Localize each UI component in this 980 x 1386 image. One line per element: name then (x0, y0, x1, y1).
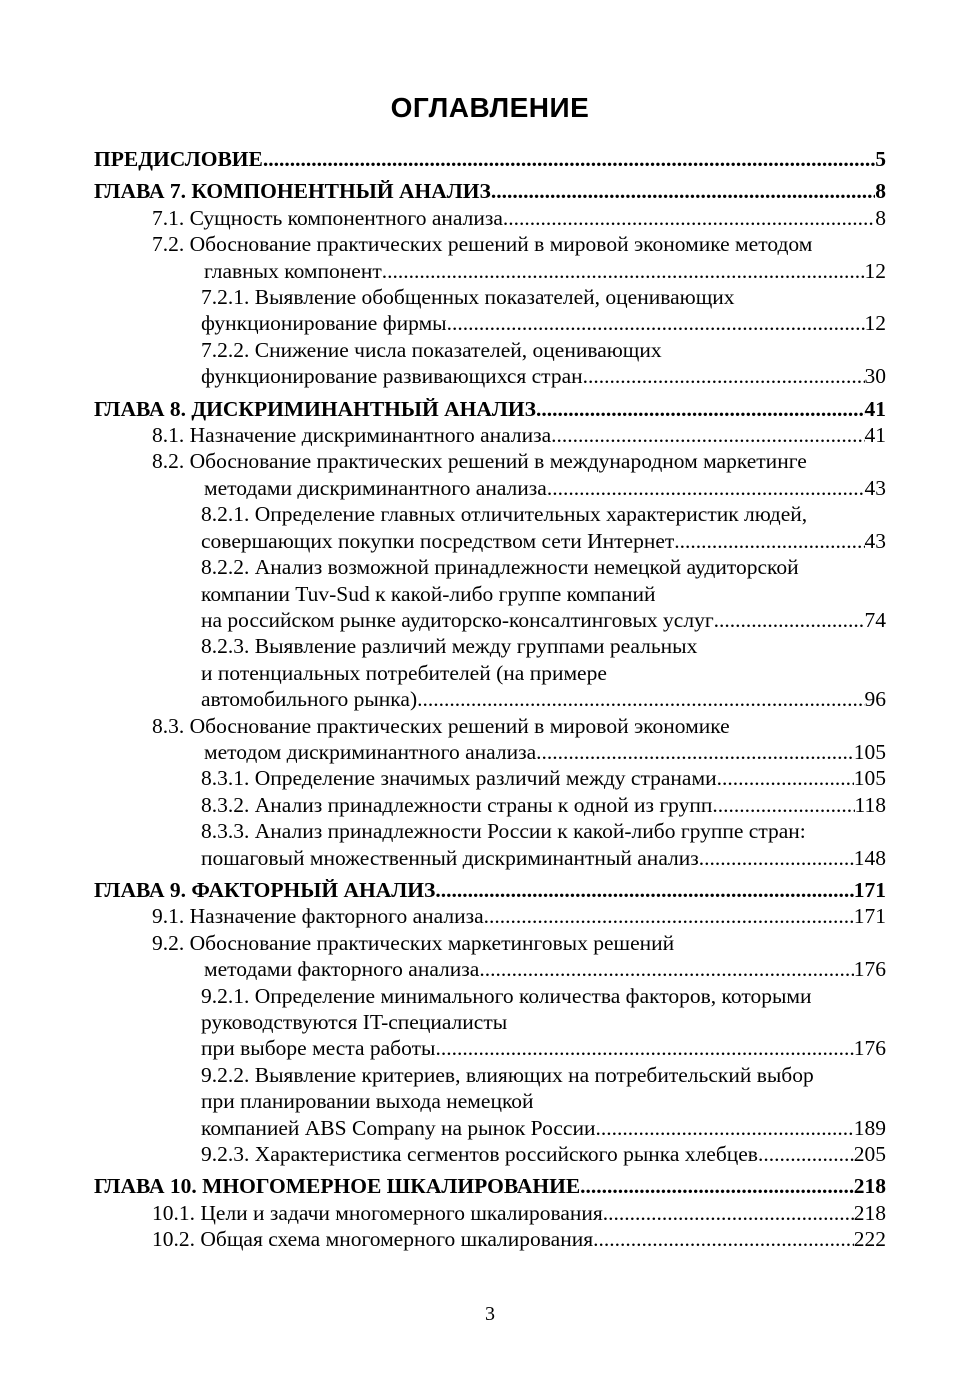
toc-entry-label: 9.2.2. Выявление критериев, влияющих на потребительский выбор (201, 1062, 814, 1087)
dot-leader (484, 903, 854, 929)
toc-entry-page: 105 (853, 739, 886, 764)
toc-entry-label: 8.2.2. Анализ возможной принадлежности немецкой аудиторской (201, 555, 799, 580)
dot-leader (758, 1141, 854, 1167)
toc-entry-page: 30 (864, 364, 886, 389)
toc-section-9-1[interactable] (152, 903, 886, 929)
toc-section-8-3[interactable] (94, 713, 886, 766)
toc-section-7-1[interactable] (152, 205, 886, 231)
dot-leader (479, 956, 853, 982)
toc-entry-label-cont: компанией ABS Company на рынок России (201, 1115, 596, 1140)
dot-leader (712, 792, 854, 818)
toc-entry-label-cont: при выборе места работы (201, 1036, 436, 1061)
toc-entry-label-cont: при планировании выхода немецкой (201, 1089, 534, 1114)
toc-entry-page: 218 (853, 1174, 886, 1199)
toc-entry-page: 118 (854, 792, 886, 817)
toc-entry-label-cont: автомобильного рынка) (201, 687, 418, 712)
toc-entry-page: 8 (875, 205, 886, 230)
toc-section-8-3-2[interactable] (201, 792, 886, 818)
dot-leader (699, 845, 854, 871)
toc-entry-label-cont: руководствуются IT-специалисты (201, 1010, 508, 1034)
dot-leader (503, 205, 875, 231)
toc-entry-page: 171 (853, 877, 886, 902)
toc-entry-page: 43 (864, 475, 886, 500)
toc-entry-page: 41 (864, 423, 886, 448)
toc-section-9-2[interactable] (94, 930, 886, 983)
toc-entry-label-cont: методами факторного анализа (204, 957, 480, 982)
toc-section-9-2-2[interactable] (94, 1062, 886, 1141)
toc-entry-label: 7.2. Обоснование практических решений в мировой экономике методом (152, 232, 813, 257)
toc-entry-label-cont: и потенциальных потребителей (на примере (201, 660, 607, 685)
toc-entry-label-cont: на российском рынке аудиторско-консалтинговых услуг (201, 607, 714, 632)
dot-leader (583, 363, 865, 389)
toc-entry-label: 8.2. Обоснование практических решений в международном маркетинге (152, 449, 807, 474)
toc-section-8-2-1[interactable] (94, 501, 886, 554)
toc-entry-label: 8.3. Обоснование практических решений в мировой экономике (152, 713, 730, 738)
toc-entry-label: ГЛАВА 9. ФАКТОРНЫЙ АНАЛИЗ (94, 877, 436, 902)
toc-entry-label: 7.1. Сущность компонентного анализа (152, 205, 503, 230)
toc-entry-label: 8.2.1. Определение главных отличительных характеристик людей, (201, 502, 808, 527)
toc-section-8-3-1[interactable] (201, 765, 886, 791)
toc-entry-label: 8.2.3. Выявление различий между группами реальных (201, 634, 698, 659)
page-title: ОГЛАВЛЕНИЕ (390, 92, 590, 123)
toc-entry-label: 9.2.1. Определение минимального количества факторов, которыми (201, 983, 812, 1008)
toc-entry-label: ГЛАВА 7. КОМПОНЕНТНЫЙ АНАЛИЗ (94, 179, 491, 204)
toc-entry-label-cont: методом дискриминантного анализа (204, 739, 537, 764)
toc-entry-page: 41 (864, 396, 886, 421)
toc-section-10-2[interactable] (152, 1226, 886, 1252)
toc-entry-label: 7.2.1. Выявление обобщенных показателей, оценивающих (201, 285, 735, 310)
toc-entry-page: 218 (853, 1200, 886, 1225)
dot-leader (491, 178, 875, 204)
toc-entry-label: 8.3.3. Анализ принадлежности России к какой-либо группе стран: (201, 819, 806, 844)
dot-leader (435, 877, 853, 903)
toc-entry-label: 10.1. Цели и задачи многомерного шкалирования (152, 1200, 603, 1225)
toc-chapter-10[interactable] (94, 1173, 886, 1199)
toc-section-7-2-1[interactable] (94, 284, 886, 337)
toc-entry-page: 96 (864, 687, 886, 712)
toc-chapter-9[interactable] (94, 877, 886, 903)
toc-section-9-2-1[interactable] (94, 983, 886, 1062)
toc-chapter-8[interactable] (94, 396, 886, 422)
toc-entry-label-cont: пошаговый множественный дискриминантный анализ (201, 845, 699, 870)
toc-entry-label: 8.3.1. Определение значимых различий между странами (201, 766, 717, 791)
toc-entry-label-cont: главных компонент (204, 258, 382, 283)
toc-section-8-2-3[interactable] (94, 633, 886, 712)
toc-entry-label: 7.2.2. Снижение числа показателей, оценивающих (201, 337, 662, 362)
toc-section-8-3-3[interactable] (94, 818, 886, 871)
toc-entry-page: 176 (853, 1036, 886, 1061)
toc-entry-label-cont: компании Tuv-Sud к какой-либо группе компаний (201, 581, 656, 606)
toc-entry-label-cont: методами дискриминантного анализа (204, 475, 547, 500)
toc-section-8-2-2[interactable] (94, 554, 886, 633)
toc-entry-label: 10.2. Общая схема многомерного шкалирования (152, 1227, 594, 1252)
dot-leader (417, 686, 864, 712)
toc-entry-page: 105 (853, 766, 886, 791)
toc-section-8-2[interactable] (94, 448, 886, 501)
dot-leader (593, 1226, 854, 1252)
table-of-contents (94, 146, 886, 1253)
dot-leader (717, 765, 854, 791)
toc-entry-label-cont: функционирование фирмы (201, 311, 447, 336)
dot-leader (263, 146, 875, 172)
toc-entry-page: 205 (853, 1142, 886, 1167)
toc-entry-page: 43 (864, 528, 886, 553)
dot-leader (580, 1173, 854, 1199)
toc-entry-label: 8.3.2. Анализ принадлежности страны к одной из групп (201, 792, 713, 817)
toc-section-9-2-3[interactable] (201, 1141, 886, 1167)
toc-entry-label: ГЛАВА 8. ДИСКРИМИНАНТНЫЙ АНАЛИЗ (94, 396, 536, 421)
toc-entry-label-cont: совершающих покупки посредством сети Интернет (201, 528, 675, 553)
toc-entry-label: ГЛАВА 10. МНОГОМЕРНОЕ ШКАЛИРОВАНИЕ (94, 1174, 581, 1199)
toc-entry-label-cont: функционирование развивающихся стран (201, 364, 583, 389)
toc-entry-label: 8.1. Назначение дискриминантного анализа (152, 423, 552, 448)
toc-entry-page: 171 (853, 904, 886, 929)
toc-entry-page: 8 (875, 179, 886, 204)
dot-leader (674, 528, 864, 554)
toc-section-8-1[interactable] (152, 422, 886, 448)
toc-section-7-2-2[interactable] (94, 337, 886, 390)
dot-leader (435, 1035, 853, 1061)
toc-entry-page: 12 (864, 311, 886, 336)
toc-entry-page: 148 (853, 845, 886, 870)
dot-leader (382, 258, 865, 284)
toc-entry-page: 5 (875, 147, 886, 171)
toc-entry-page: 12 (864, 258, 886, 283)
toc-entry-label: 9.2. Обоснование практических маркетинговых решений (152, 930, 675, 955)
toc-chapter-7[interactable] (94, 178, 886, 204)
dot-leader (714, 607, 865, 633)
toc-entry-page: 74 (864, 607, 886, 632)
page-number: 3 (485, 1303, 495, 1325)
dot-leader (551, 422, 864, 448)
toc-entry-label: 9.1. Назначение факторного анализа (152, 904, 484, 929)
toc-entry-page: 189 (853, 1115, 886, 1140)
dot-leader (547, 475, 865, 501)
toc-entry-label: 9.2.3. Характеристика сегментов российского рынка хлебцев (201, 1142, 758, 1167)
dot-leader (447, 310, 865, 336)
toc-entry-page: 222 (853, 1227, 886, 1252)
dot-leader (536, 739, 854, 765)
toc-entry-page: 176 (853, 957, 886, 982)
dot-leader (536, 396, 865, 422)
toc-entry-label: ПРЕДИСЛОВИЕ (94, 147, 263, 171)
dot-leader (603, 1200, 854, 1226)
toc-entry-preface[interactable] (94, 146, 886, 172)
toc-section-7-2[interactable] (94, 231, 886, 284)
dot-leader (595, 1115, 853, 1141)
toc-section-10-1[interactable] (152, 1200, 886, 1226)
